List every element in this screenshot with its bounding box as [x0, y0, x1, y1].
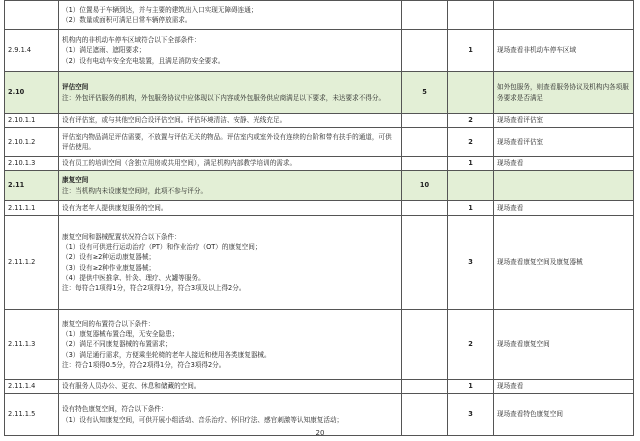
content-line: （1）位置易于车辆到达，并与主要的建筑出入口实现无障碍连通； [62, 5, 258, 14]
content-cell [59, 30, 402, 72]
item-score-cell: 1 [448, 157, 494, 171]
content-cell [59, 201, 402, 216]
table-row [5, 128, 634, 157]
standards-table [4, 0, 634, 436]
item-score-cell: 3 [448, 394, 494, 436]
item-code-cell: 2.10.1.2 [5, 128, 59, 157]
item-score-cell [448, 171, 494, 201]
item-score-cell [448, 72, 494, 114]
content-line: 设有为老年人提供康复服务的空间。 [62, 203, 168, 212]
item-code-cell: 2.10 [5, 72, 59, 114]
item-code-cell: 2.11.1.2 [5, 216, 59, 310]
content-line: 设有特色康复空间，符合以下条件： [62, 405, 168, 414]
content-line: 注：每符合1项得1分，符合2项得1分，符合3项及以上得2分。 [62, 283, 246, 292]
method-cell [494, 1, 634, 30]
content-line: 康复空间和器械配置状况符合以下条件： [62, 232, 181, 241]
table-row [5, 310, 634, 380]
method-cell [494, 171, 634, 201]
total-score-cell: 10 [402, 171, 448, 201]
content-line: （3）设有≥2种作业康复器械； [62, 263, 156, 272]
table-body [5, 1, 634, 436]
item-code-cell: 2.9.1.4 [5, 30, 59, 72]
item-code-cell: 2.10.1.1 [5, 114, 59, 128]
item-score-cell: 1 [448, 201, 494, 216]
table-section-row [5, 72, 634, 114]
section-title: 康复空间 [62, 176, 89, 185]
page-number: 20 [315, 429, 325, 437]
content-cell [59, 114, 402, 128]
table-row [5, 380, 634, 394]
content-line: （1）满足遮雨、遮阳要求； [62, 46, 146, 55]
total-score-cell [402, 157, 448, 171]
content-line: （2）设有≥2种运动康复器械； [62, 253, 156, 262]
content-cell [59, 128, 402, 157]
item-score-cell: 2 [448, 310, 494, 380]
content-line: 机构内的非机动车停车区域符合以下全部条件： [62, 36, 201, 45]
item-code-cell [5, 1, 59, 30]
item-code-cell: 2.11.1.1 [5, 201, 59, 216]
total-score-cell [402, 128, 448, 157]
content-cell [59, 157, 402, 171]
content-line: 设有评估室，或与其他空间合设评估空间。评估环境清洁、安静、光线充足。 [62, 116, 287, 125]
content-line: （1）设有认知康复空间，可供开展小组活动、音乐治疗、怀旧疗法、感官刺激等认知康复活动； [62, 415, 344, 424]
content-line: 注：当机构内未设康复空间时，此项不参与评分。 [62, 186, 208, 195]
method-cell: 现场查看评估室 [494, 114, 634, 128]
item-code-cell: 2.11.1.4 [5, 380, 59, 394]
content-line: 评估室内物品满足评估需要，不放置与评估无关的物品。评估室内或室外设有连续的台阶和带有扶手的通道，可供评估使用。 [62, 132, 392, 151]
content-cell [59, 216, 402, 310]
item-code-cell: 2.11.1.3 [5, 310, 59, 380]
method-cell: 现场查看康复空间 [494, 310, 634, 380]
item-score-cell [448, 1, 494, 30]
method-cell: 现场查看 [494, 201, 634, 216]
total-score-cell [402, 216, 448, 310]
content-cell [59, 171, 402, 201]
total-score-cell [402, 310, 448, 380]
item-code-cell: 2.11 [5, 171, 59, 201]
method-cell: 现场查看 [494, 380, 634, 394]
content-line: 设有服务人员办公、更衣、休息和储藏的空间。 [62, 382, 201, 391]
content-cell [59, 1, 402, 30]
item-code-cell: 2.11.1.5 [5, 394, 59, 436]
table-section-row [5, 171, 634, 201]
table-row [5, 114, 634, 128]
item-score-cell: 3 [448, 216, 494, 310]
content-cell [59, 310, 402, 380]
item-score-cell: 1 [448, 30, 494, 72]
method-cell: 现场查看 [494, 157, 634, 171]
method-cell: 现场查看康复空间及康复器械 [494, 216, 634, 310]
content-line: 设有员工的培训空间（含独立用房或共用空间），满足机构内部教学培训的需求。 [62, 159, 297, 168]
table-row [5, 201, 634, 216]
table-row [5, 30, 634, 72]
total-score-cell [402, 1, 448, 30]
total-score-cell [402, 380, 448, 394]
table-row [5, 157, 634, 171]
item-score-cell: 1 [448, 380, 494, 394]
total-score-cell [402, 30, 448, 72]
content-line: （2）满足不同康复器械的布置需求； [62, 340, 172, 349]
method-cell: 如外包服务，则查看服务协议及机构内各项服务要求是否满足 [494, 72, 634, 114]
content-line: （3）满足通行需求，方便乘坐轮椅的老年人接近和使用各类康复器械。 [62, 350, 271, 359]
section-title: 评估空间 [62, 83, 89, 92]
content-line: （2）设有电动车安全充电装置，且满足消防安全要求。 [62, 56, 225, 65]
total-score-cell [402, 201, 448, 216]
content-cell [59, 72, 402, 114]
content-line: （1）康复器械布置合理，无安全隐患； [62, 330, 179, 339]
item-score-cell: 2 [448, 114, 494, 128]
total-score-cell [402, 114, 448, 128]
table-row [5, 1, 634, 30]
content-line: 康复空间的布置符合以下条件： [62, 319, 155, 328]
content-line: 注：外包评估服务的机构，外包服务协议中应体现以下内容或外包服务供应商满足以下要求，未达要求不得分。 [62, 93, 386, 102]
content-line: （2）数量或面积可满足日常车辆停放需求。 [62, 16, 192, 24]
item-code-cell: 2.10.1.3 [5, 157, 59, 171]
item-score-cell: 2 [448, 128, 494, 157]
content-line: （4）提供中医推拿、针灸、理疗、火罐等服务。 [62, 273, 205, 282]
table-row [5, 216, 634, 310]
content-line: （1）设有可供进行运动治疗（PT）和作业治疗（OT）的康复空间； [62, 243, 262, 252]
content-cell [59, 380, 402, 394]
content-line: 注：符合1项得0.5分，符合2项得1分，符合3项得2分。 [62, 360, 226, 369]
method-cell: 现场查看特色康复空间 [494, 394, 634, 436]
total-score-cell: 5 [402, 72, 448, 114]
method-cell: 现场查看非机动车停车区域 [494, 30, 634, 72]
method-cell: 现场查看评估室 [494, 128, 634, 157]
